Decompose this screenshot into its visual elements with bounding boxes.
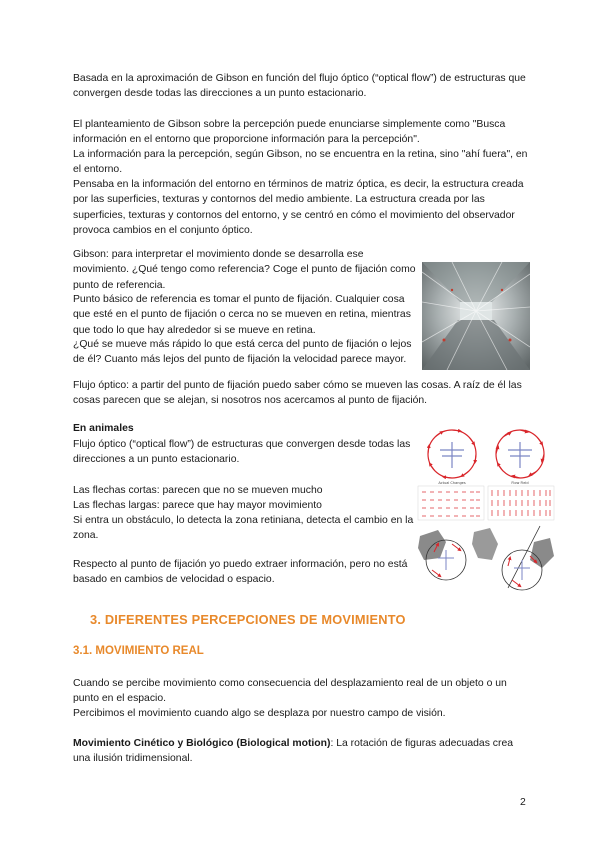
corridor-motion-photo <box>422 262 530 370</box>
optic-flow-diagrams <box>416 420 556 600</box>
paragraph-optical-flow: Flujo óptico: a partir del punto de fijación puedo saber cómo se mueven las cosas. A raíz de él las cosas parecen que se alejan, si nosotros nos acercamos al punto de fijación. <box>73 380 522 407</box>
paragraph-fixation-info: Respecto al punto de fijación yo puedo extraer información, pero no está basado en cambios de velocidad o espacio. <box>73 559 408 586</box>
paragraph-information-location: La información para la percepción, según Gibson, no se encuentra en la retina, sino "ahí fuera", en el entorno. <box>73 149 528 176</box>
actual-changes-panel <box>418 481 484 520</box>
paragraph-real-motion: Cuando se percibe movimiento como consecuencia del desplazamiento real de un objeto o un punto en el espacio. <box>73 678 507 705</box>
paragraph-biological-motion <box>73 736 528 767</box>
animals-heading: En animales <box>73 423 134 434</box>
paragraph-gibson-intro: Basada en la aproximación de Gibson en función del flujo óptico (“optical flow”) de estructuras que convergen desde todas las direcciones a un punto estacionario. <box>73 73 526 100</box>
section-heading: 3. DIFERENTES PERCEPCIONES DE MOVIMIENTO <box>90 612 406 627</box>
paragraph-speed-question: ¿Qué se mueve más rápido lo que está cerca del punto de fijación o lejos de él? Cuanto más lejos del punto de fijación la velocidad parece mayor. <box>73 339 412 366</box>
paragraph-animal-flow: Flujo óptico (“optical flow”) de estructuras que convergen desde todas las direcciones a un punto estacionario. <box>73 439 411 466</box>
flow-field-panel <box>488 481 554 520</box>
biological-motion-definition: : La rotación de figuras adecuadas crea una ilusión tridimensional. <box>73 738 513 765</box>
biological-motion-term: Movimiento Cinético y Biológico (Biological motion) <box>73 738 331 749</box>
flow-circle-right <box>496 430 544 478</box>
flow-field-label: Flow Field <box>511 481 529 485</box>
paragraph-obstacle: Si entra un obstáculo, lo detecta la zona retiniana, detecta el cambio en la zona. <box>73 515 414 542</box>
page-number: 2 <box>520 797 526 808</box>
obstacle-diagrams <box>418 526 554 590</box>
paragraph-short-arrows: Las flechas cortas: parecen que no se mueven mucho <box>73 485 323 496</box>
flow-circle-left <box>428 430 476 478</box>
subsection-heading: 3.1. MOVIMIENTO REAL <box>73 645 204 657</box>
paragraph-fixation-point: Punto básico de referencia es tomar el punto de fijación. Cualquier cosa que esté en el punto de fijación o cerca no se mueven en retina, mientras que todo lo que hay alrededor si se mueve en retina. <box>73 294 411 336</box>
paragraph-fixation-reference: Gibson: para interpretar el movimiento donde se desarrolla ese movimiento. ¿Qué tengo como referencia? Coge el punto de fijación como punto de referencia. <box>73 249 416 291</box>
actual-changes-label: Actual Changes <box>438 481 466 485</box>
paragraph-long-arrows: Las flechas largas: parece que hay mayor movimiento <box>73 500 322 511</box>
paragraph-perceive-motion: Percibimos el movimiento cuando algo se desplaza por nuestro campo de visión. <box>73 708 446 719</box>
paragraph-optic-array: Pensaba en la información del entorno en términos de matriz óptica, es decir, la estructura creada por las superficies, texturas y contornos del medio ambiente. La estructura creada por las superficies, texturas y contornos del entorno, y se centró en cómo el movimiento del observador provoca cambios en el conjunto óptico. <box>73 179 524 236</box>
paragraph-gibson-approach: El planteamiento de Gibson sobre la percepción puede enunciarse simplemente como "Busca información en el entorno que proporcione información para la percepción". <box>73 119 506 146</box>
